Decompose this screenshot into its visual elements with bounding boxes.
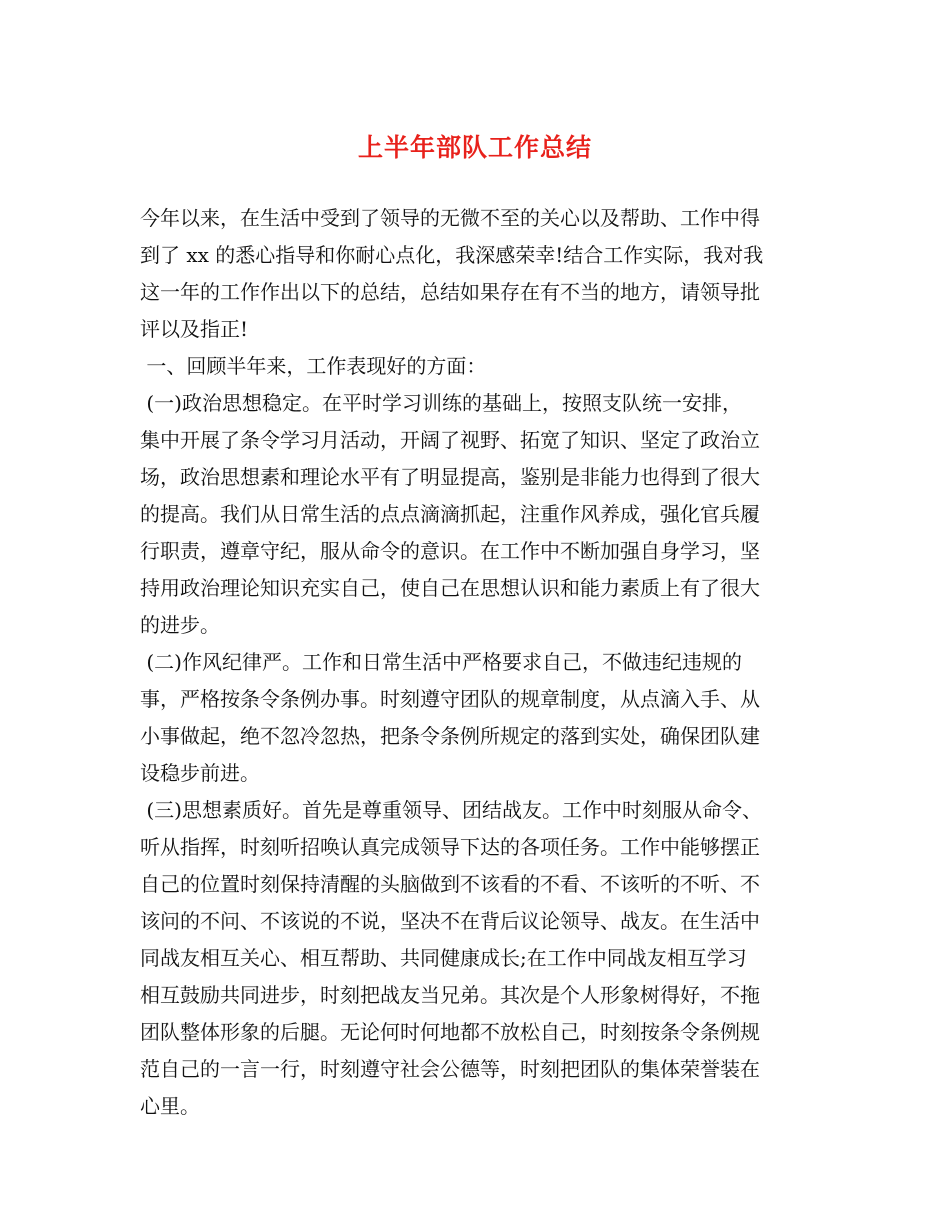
body-line: 设稳步前进。: [140, 761, 260, 785]
body-line: (二)作风纪律严。工作和日常生活中严格要求自己，不做违纪违规的: [140, 650, 742, 674]
body-line: 事，严格按条令条例办事。时刻遵守团队的规章制度，从点滴入手、从: [140, 687, 760, 711]
body-line: 同战友相互关心、相互帮助、共同健康成长;在工作中同战友相互学习: [140, 946, 747, 970]
body-line: 自己的位置时刻保持清醒的头脑做到不该看的不看、不该听的不听、不: [140, 872, 760, 896]
body-line: 的进步。: [140, 613, 220, 637]
body-line: 范自己的一言一行，时刻遵守社会公德等，时刻把团队的集体荣誉装在: [140, 1057, 760, 1081]
document-body: [140, 200, 840, 1125]
body-line: 今年以来，在生活中受到了领导的无微不至的关心以及帮助、工作中得: [140, 206, 760, 230]
body-line: 小事做起，绝不忽冷忽热，把条令条例所规定的落到实处，确保团队建: [140, 724, 760, 748]
body-line: 持用政治理论知识充实自己，使自己在思想认识和能力素质上有了很大: [140, 576, 760, 600]
body-line: 心里。: [140, 1094, 200, 1118]
body-line: 到了 xx 的悉心指导和你耐心点化，我深感荣幸!结合工作实际，我对我: [140, 243, 764, 267]
body-line: 评以及指正!: [140, 317, 249, 341]
body-line: 相互鼓励共同进步，时刻把战友当兄弟。其次是个人形象树得好，不拖: [140, 983, 760, 1007]
body-line: 集中开展了条令学习月活动，开阔了视野、拓宽了知识、坚定了政治立: [140, 428, 760, 452]
section-heading: 一、回顾半年来，工作表现好的方面：: [140, 354, 487, 378]
body-line: 行职责，遵章守纪，服从命令的意识。在工作中不断加强自身学习，坚: [140, 539, 760, 563]
body-line: 这一年的工作作出以下的总结，总结如果存在有不当的地方，请领导批: [140, 280, 760, 304]
body-line: 的提高。我们从日常生活的点点滴滴抓起，注重作风养成，强化官兵履: [140, 502, 760, 526]
body-line: 场，政治思想素和理论水平有了明显提高，鉴别是非能力也得到了很大: [140, 465, 760, 489]
body-line: 听从指挥，时刻听招唤认真完成领导下达的各项任务。工作中能够摆正: [140, 835, 760, 859]
body-line: (一)政治思想稳定。在平时学习训练的基础上，按照支队统一安排，: [140, 391, 742, 415]
body-line: 该问的不问、不该说的不说，坚决不在背后议论领导、战友。在生活中: [140, 909, 760, 933]
body-line: (三)思想素质好。首先是尊重领导、团结战友。工作中时刻服从命令、: [140, 798, 762, 822]
document-title: 上半年部队工作总结: [357, 133, 592, 162]
body-line: 团队整体形象的后腿。无论何时何地都不放松自己，时刻按条令条例规: [140, 1020, 760, 1044]
